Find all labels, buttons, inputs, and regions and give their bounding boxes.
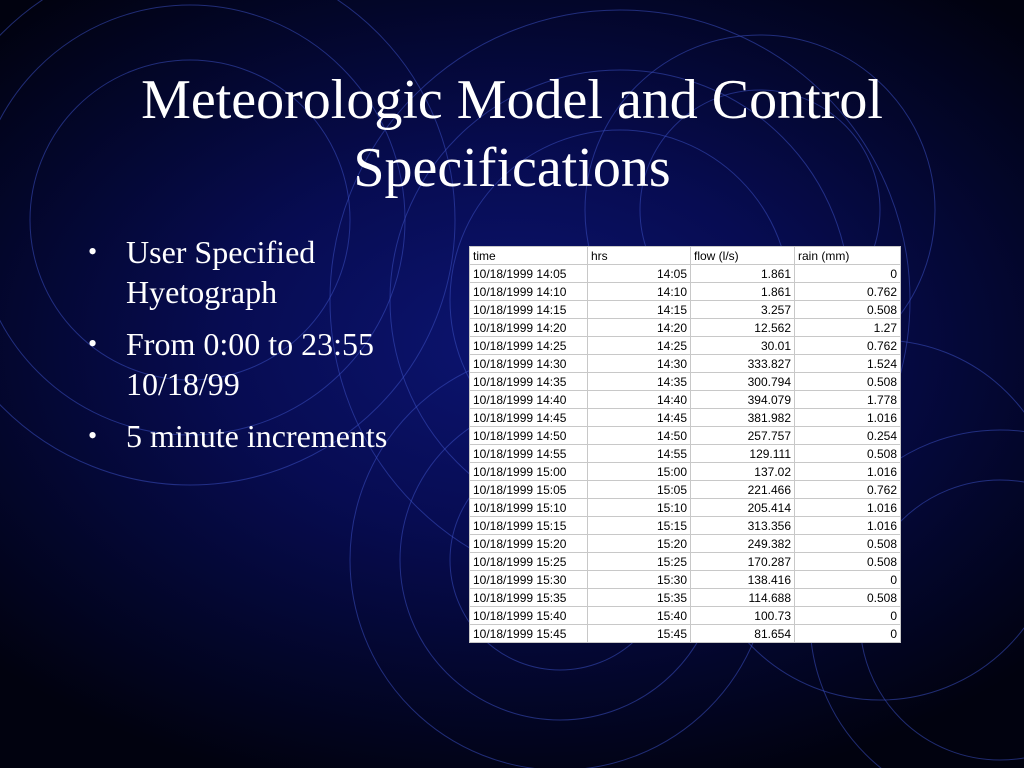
cell-hrs: 14:55 bbox=[588, 445, 691, 463]
cell-flow: 333.827 bbox=[691, 355, 795, 373]
cell-hrs: 14:30 bbox=[588, 355, 691, 373]
cell-time: 10/18/1999 15:25 bbox=[470, 553, 588, 571]
cell-flow: 114.688 bbox=[691, 589, 795, 607]
cell-flow: 3.257 bbox=[691, 301, 795, 319]
table-row bbox=[470, 355, 901, 373]
cell-rain: 1.524 bbox=[795, 355, 901, 373]
table-row bbox=[470, 463, 901, 481]
column-header-rain: rain (mm) bbox=[795, 247, 901, 265]
table-row bbox=[470, 445, 901, 463]
cell-flow: 1.861 bbox=[691, 283, 795, 301]
cell-time: 10/18/1999 14:05 bbox=[470, 265, 588, 283]
cell-hrs: 14:45 bbox=[588, 409, 691, 427]
cell-rain: 1.016 bbox=[795, 409, 901, 427]
bullet-dot-icon: • bbox=[88, 421, 98, 450]
cell-flow: 30.01 bbox=[691, 337, 795, 355]
bullet-item bbox=[88, 232, 468, 312]
cell-time: 10/18/1999 15:40 bbox=[470, 607, 588, 625]
cell-time: 10/18/1999 15:00 bbox=[470, 463, 588, 481]
cell-rain: 0 bbox=[795, 607, 901, 625]
slide-title-line-2: Specifications bbox=[353, 137, 671, 199]
cell-hrs: 14:05 bbox=[588, 265, 691, 283]
cell-flow: 205.414 bbox=[691, 499, 795, 517]
cell-flow: 129.111 bbox=[691, 445, 795, 463]
hyetograph-data-table bbox=[469, 246, 901, 643]
cell-flow: 394.079 bbox=[691, 391, 795, 409]
cell-rain: 0 bbox=[795, 265, 901, 283]
cell-time: 10/18/1999 14:15 bbox=[470, 301, 588, 319]
cell-rain: 0.508 bbox=[795, 445, 901, 463]
cell-rain: 1.016 bbox=[795, 517, 901, 535]
cell-time: 10/18/1999 14:35 bbox=[470, 373, 588, 391]
column-header-hrs: hrs bbox=[588, 247, 691, 265]
table-row bbox=[470, 409, 901, 427]
slide-title bbox=[0, 66, 1024, 202]
cell-time: 10/18/1999 14:45 bbox=[470, 409, 588, 427]
cell-rain: 0.508 bbox=[795, 535, 901, 553]
bullet-text: User Specified Hyetograph bbox=[126, 234, 316, 310]
table-row bbox=[470, 535, 901, 553]
cell-rain: 0.508 bbox=[795, 589, 901, 607]
cell-rain: 1.778 bbox=[795, 391, 901, 409]
cell-time: 10/18/1999 15:20 bbox=[470, 535, 588, 553]
cell-rain: 0.508 bbox=[795, 301, 901, 319]
bullet-dot-icon: • bbox=[88, 237, 98, 266]
cell-hrs: 15:00 bbox=[588, 463, 691, 481]
cell-flow: 1.861 bbox=[691, 265, 795, 283]
cell-time: 10/18/1999 15:10 bbox=[470, 499, 588, 517]
cell-rain: 0.762 bbox=[795, 337, 901, 355]
cell-hrs: 15:35 bbox=[588, 589, 691, 607]
cell-time: 10/18/1999 14:50 bbox=[470, 427, 588, 445]
cell-hrs: 14:10 bbox=[588, 283, 691, 301]
cell-time: 10/18/1999 14:55 bbox=[470, 445, 588, 463]
cell-time: 10/18/1999 14:25 bbox=[470, 337, 588, 355]
cell-hrs: 14:15 bbox=[588, 301, 691, 319]
table-row bbox=[470, 571, 901, 589]
table-row bbox=[470, 283, 901, 301]
cell-flow: 137.02 bbox=[691, 463, 795, 481]
cell-time: 10/18/1999 14:30 bbox=[470, 355, 588, 373]
cell-hrs: 15:05 bbox=[588, 481, 691, 499]
cell-time: 10/18/1999 15:15 bbox=[470, 517, 588, 535]
table-header-row bbox=[470, 247, 901, 265]
cell-flow: 313.356 bbox=[691, 517, 795, 535]
table-row bbox=[470, 607, 901, 625]
cell-hrs: 14:35 bbox=[588, 373, 691, 391]
slide-title-line-1: Meteorologic Model and Control bbox=[141, 69, 883, 131]
cell-rain: 0.762 bbox=[795, 283, 901, 301]
cell-hrs: 14:25 bbox=[588, 337, 691, 355]
data-table-container bbox=[469, 246, 900, 643]
cell-flow: 257.757 bbox=[691, 427, 795, 445]
cell-rain: 0.762 bbox=[795, 481, 901, 499]
cell-rain: 1.016 bbox=[795, 463, 901, 481]
cell-rain: 1.27 bbox=[795, 319, 901, 337]
cell-time: 10/18/1999 14:20 bbox=[470, 319, 588, 337]
table-row bbox=[470, 265, 901, 283]
cell-flow: 170.287 bbox=[691, 553, 795, 571]
cell-time: 10/18/1999 15:45 bbox=[470, 625, 588, 643]
cell-rain: 0.508 bbox=[795, 373, 901, 391]
bullet-text: 5 minute increments bbox=[126, 418, 388, 454]
table-row bbox=[470, 319, 901, 337]
cell-hrs: 15:40 bbox=[588, 607, 691, 625]
table-row bbox=[470, 499, 901, 517]
cell-rain: 0.254 bbox=[795, 427, 901, 445]
cell-rain: 0 bbox=[795, 571, 901, 589]
cell-flow: 249.382 bbox=[691, 535, 795, 553]
cell-rain: 1.016 bbox=[795, 499, 901, 517]
cell-flow: 221.466 bbox=[691, 481, 795, 499]
cell-flow: 138.416 bbox=[691, 571, 795, 589]
cell-flow: 300.794 bbox=[691, 373, 795, 391]
cell-hrs: 15:10 bbox=[588, 499, 691, 517]
table-row bbox=[470, 337, 901, 355]
column-header-time: time bbox=[470, 247, 588, 265]
cell-hrs: 15:25 bbox=[588, 553, 691, 571]
bullet-item bbox=[88, 416, 468, 456]
cell-hrs: 14:50 bbox=[588, 427, 691, 445]
bullet-list bbox=[88, 232, 468, 468]
table-row bbox=[470, 625, 901, 643]
cell-time: 10/18/1999 15:35 bbox=[470, 589, 588, 607]
table-row bbox=[470, 391, 901, 409]
cell-flow: 81.654 bbox=[691, 625, 795, 643]
table-row bbox=[470, 301, 901, 319]
cell-hrs: 15:15 bbox=[588, 517, 691, 535]
table-row bbox=[470, 373, 901, 391]
cell-time: 10/18/1999 15:30 bbox=[470, 571, 588, 589]
bullet-item bbox=[88, 324, 468, 404]
bullet-dot-icon: • bbox=[88, 329, 98, 358]
table-row bbox=[470, 553, 901, 571]
cell-hrs: 15:20 bbox=[588, 535, 691, 553]
cell-hrs: 15:45 bbox=[588, 625, 691, 643]
cell-hrs: 14:20 bbox=[588, 319, 691, 337]
cell-time: 10/18/1999 14:40 bbox=[470, 391, 588, 409]
cell-flow: 100.73 bbox=[691, 607, 795, 625]
table-row bbox=[470, 517, 901, 535]
cell-rain: 0.508 bbox=[795, 553, 901, 571]
table-row bbox=[470, 427, 901, 445]
bullet-text: From 0:00 to 23:55 10/18/99 bbox=[126, 326, 375, 402]
cell-time: 10/18/1999 15:05 bbox=[470, 481, 588, 499]
cell-hrs: 14:40 bbox=[588, 391, 691, 409]
table-row bbox=[470, 481, 901, 499]
table-row bbox=[470, 589, 901, 607]
cell-rain: 0 bbox=[795, 625, 901, 643]
table-body bbox=[470, 265, 901, 643]
cell-flow: 381.982 bbox=[691, 409, 795, 427]
cell-time: 10/18/1999 14:10 bbox=[470, 283, 588, 301]
cell-flow: 12.562 bbox=[691, 319, 795, 337]
column-header-flow: flow (l/s) bbox=[691, 247, 795, 265]
cell-hrs: 15:30 bbox=[588, 571, 691, 589]
